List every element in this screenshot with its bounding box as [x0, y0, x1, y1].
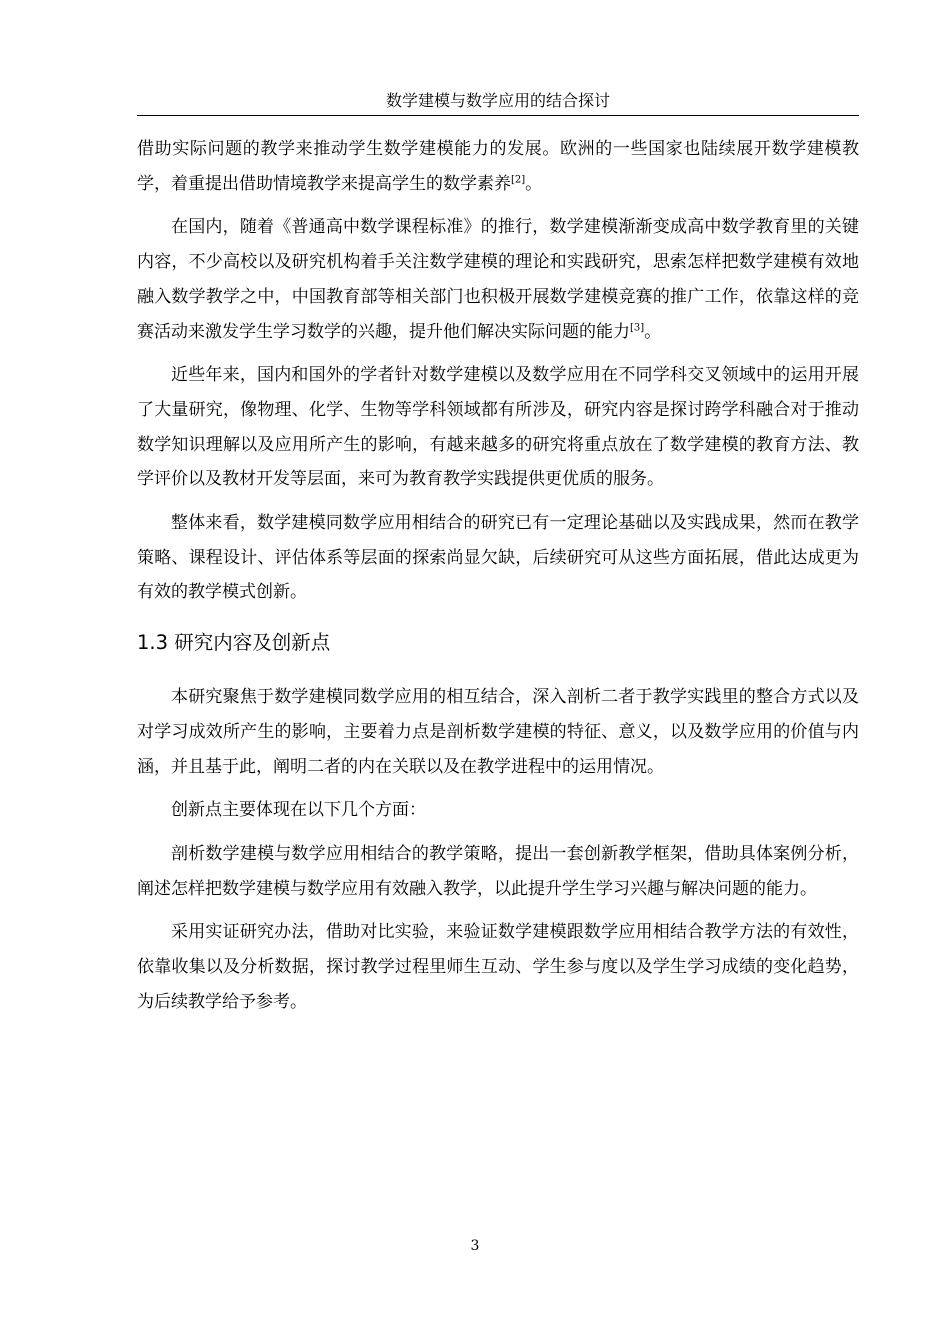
paragraph-text: 借助实际问题的教学来推动学生数学建模能力的发展。欧洲的一些国家也陆续展开数学建模教学，着重提出借助情境教学来提高学生的数学素养 — [137, 139, 859, 194]
body-text — [137, 132, 859, 1019]
paragraph-text: 在国内，随着《普通高中数学课程标准》的推行，数学建模渐渐变成高中数学教育里的关键内容，不少高校以及研究机构着手关注数学建模的理论和实践研究，思索怎样把数学建模有效地融入数学教学之中，中国教育部等相关部门也积极开展数学建模竞赛的推广工作，依靠这样的竞赛活动来激发学生学习数学的兴趣，提升他们解决实际问题的能力 — [137, 217, 859, 342]
page-number: 3 — [470, 1238, 480, 1254]
paragraph-4: 整体来看，数学建模同数学应用相结合的研究已有一定理论基础以及实践成果，然而在教学策略、课程设计、评估体系等层面的探索尚显欠缺，后续研究可从这些方面拓展，借此达成更为有效的教学模式创新。 — [137, 513, 859, 603]
paragraph-tail: 。 — [644, 321, 662, 342]
paragraph-6: 创新点主要体现在以下几个方面： — [171, 800, 426, 821]
paragraph-7: 剖析数学建模与数学应用相结合的教学策略，提出一套创新教学框架，借助具体案例分析，阐述怎样把数学建模与数学应用有效融入教学，以此提升学生学习兴趣与解决问题的能力。 — [137, 843, 859, 899]
paragraph-5: 本研究聚焦于数学建模同数学应用的相互结合，深入剖析二者于教学实践里的整合方式以及对学习成效所产生的影响，主要着力点是剖析数学建模的特征、意义，以及数学应用的价值与内涵，并且基于此，阐明二者的内在关联以及在教学进程中的运用情况。 — [137, 687, 859, 777]
paragraph-2 — [137, 210, 859, 349]
citation-ref[interactable]: [2] — [511, 174, 526, 186]
paragraph-8: 采用实证研究办法，借助对比实验，来验证数学建模跟数学应用相结合教学方法的有效性，依靠收集以及分析数据，探讨教学过程里师生互动、学生参与度以及学生学习成绩的变化趋势，为后续教学给予参考。 — [137, 922, 859, 1012]
citation-ref[interactable]: [3] — [630, 321, 645, 333]
header-rule — [137, 115, 859, 116]
paragraph-3: 近些年来，国内和国外的学者针对数学建模以及数学应用在不同学科交叉领域中的运用开展了大量研究，像物理、化学、生物等学科领域都有所涉及，研究内容是探讨跨学科融合对于推动数学知识理解以及应用所产生的影响，有越来越多的研究将重点放在了数学建模的教育方法、教学评价以及教材开发等层面，来可为教育教学实践提供更优质的服务。 — [137, 365, 859, 490]
section-heading: 1.3 研究内容及创新点 — [137, 631, 331, 655]
paragraph-tail: 。 — [525, 173, 543, 194]
paragraph-1 — [137, 132, 859, 201]
running-header: 数学建模与数学应用的结合探讨 — [385, 91, 610, 110]
